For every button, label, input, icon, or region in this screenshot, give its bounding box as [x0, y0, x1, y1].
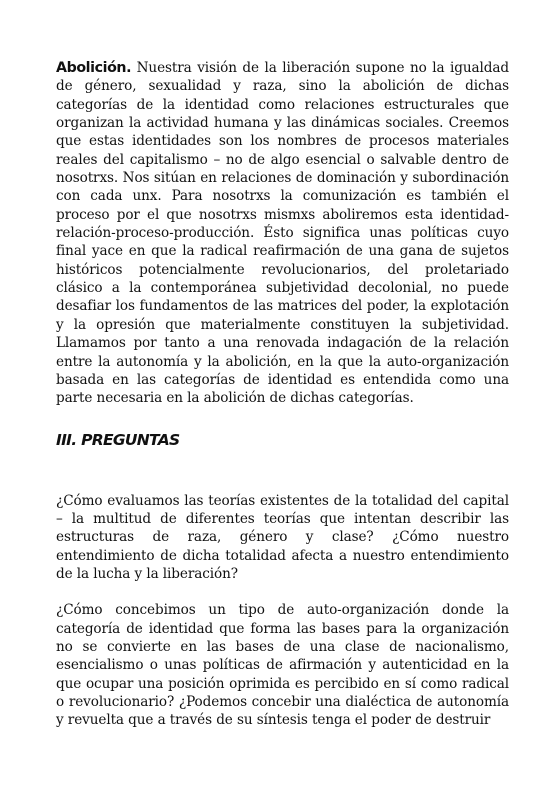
- question-paragraph-1: ¿Cómo evaluamos las teorías existentes de la totalidad del capital – la multitud de diferentes teorías que intentan describir las estructuras de raza, género y clase? ¿Cómo nuestro entendimiento de dicha totalidad afecta a nuestro entendimiento de la lucha y la liberación?: [56, 492, 509, 582]
- question-paragraph-2: ¿Cómo concebimos un tipo de auto-organización donde la categoría de identidad que forma las bases para la organización no se convierte en las bases de una clase de nacionalismo, esencialismo o unas políticas de afirmación y autenticidad en la que ocupar una posición oprimida es percibido en sí como radical o revolucionario? ¿Podemos concebir una dialéctica de autonomía y revuelta que a través de su síntesis tenga el poder de destruir: [56, 602, 509, 729]
- document-page: [56, 59, 509, 730]
- abolicion-lead: Abolición.: [56, 60, 132, 76]
- abolicion-paragraph: [56, 59, 509, 408]
- section-heading: III. PREGUNTAS: [56, 430, 180, 449]
- abolicion-text: Nuestra visión de la liberación supone no la igualdad de género, sexualidad y raza, sino la abolición de dichas categorías de la identidad como relaciones estructurales que organizan la actividad humana y las dinámicas sociales. Creemos que estas identidades son los nombres de procesos materiales reales del capitalismo – no de algo esencial o salvable dentro de nosotrxs. Nos sitúan en relaciones de dominación y subordinación con cada unx. Para nosotrxs la comunización es también el proceso por el que nosotrxs mismxs aboliremos esta identidad-relación-proceso-producción. Ésto significa unas políticas cuyo final yace en que la radical reafirmación de una gana de sujetos históricos potencialmente revolucionarios, del proletariado clásico a la contemporánea subjetividad decolonial, no puede desafiar los fundamentos de las matrices del poder, la explotación y la opresión que materialmente constituyen la subjetividad. Llamamos por tanto a una renovada indagación de la relación entre la autonomía y la abolición, en la que la auto-organización basada en las categorías de identidad es entendida como una parte necesaria en la abolición de dichas categorías.: [56, 60, 509, 407]
